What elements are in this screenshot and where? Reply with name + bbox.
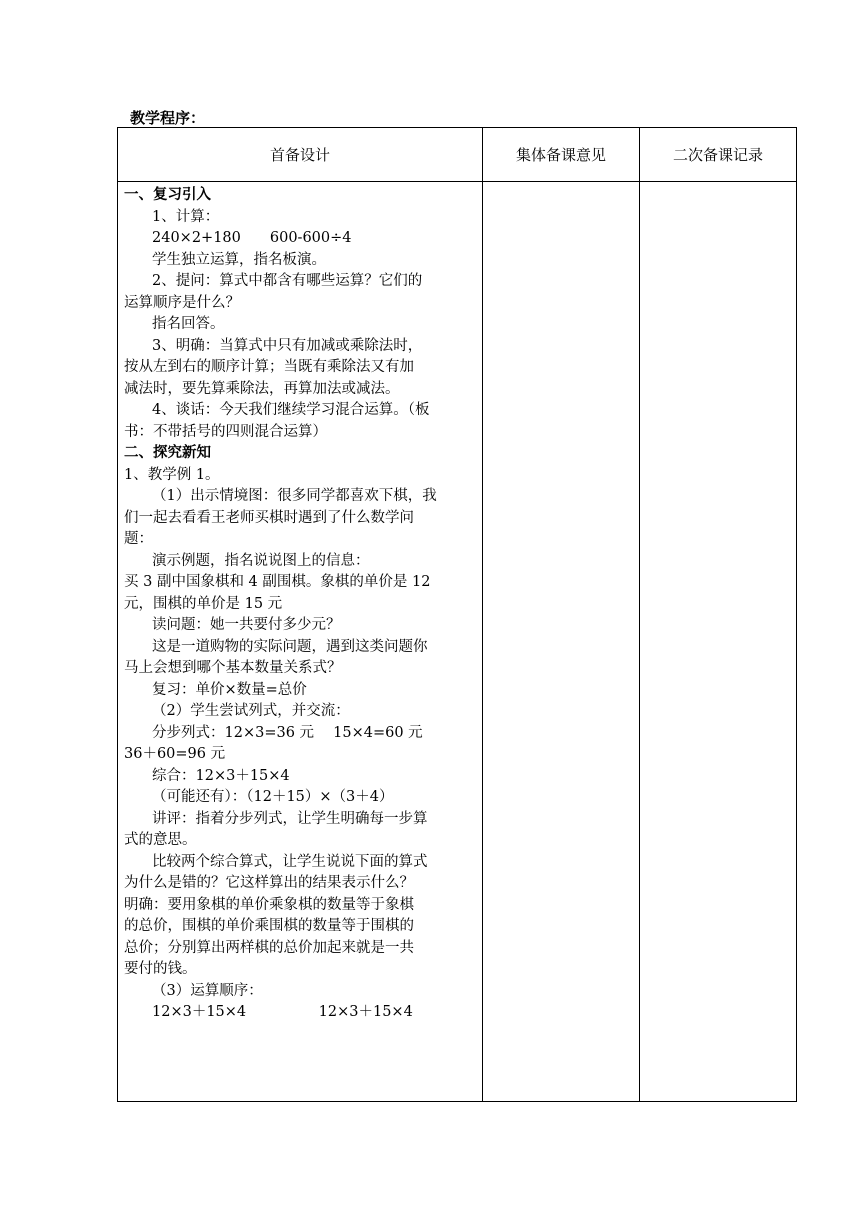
content-line: 买 3 副中国象棋和 4 副围棋。象棋的单价是 12	[124, 574, 431, 590]
content-line: 比较两个综合算式，让学生说说下面的算式	[152, 853, 428, 870]
content-line: 这是一道购物的实际问题，遇到这类问题你	[152, 638, 428, 655]
content-line: 指名回答。	[152, 316, 225, 332]
content-line: 1、教学例 1。	[124, 466, 220, 483]
content-line: 2、提问：算式中都含有哪些运算？它们的	[152, 273, 423, 289]
content-line: （可能还有）：（12＋15）×（3＋4）	[152, 789, 394, 805]
content-line: 们一起去看看王老师买棋时遇到了什么数学问	[124, 509, 414, 526]
content-line: 复习：单价×数量=总价	[152, 681, 307, 698]
content-line: 为什么是错的？它这样算出的结果表示什么？	[124, 875, 414, 891]
lesson-plan-table	[117, 127, 797, 1102]
section-heading: 教学程序：	[130, 109, 206, 127]
table-body-row	[118, 182, 797, 1102]
content-line: 学生独立运算，指名板演。	[152, 251, 326, 268]
content-line: 讲评：指着分步列式，让学生明确每一步算	[152, 810, 428, 827]
section-title: 二、探究新知	[124, 445, 211, 461]
content-line: 分步列式：12×3=36 元 15×4=60 元	[152, 724, 423, 741]
content-line: 12×3＋15×4 12×3＋15×4	[152, 1004, 413, 1020]
content-line: 式的意思。	[124, 832, 197, 848]
content-line: 运算顺序是什么？	[124, 294, 240, 311]
content-line: 马上会想到哪个基本数量关系式？	[124, 660, 342, 676]
content-line: 要付的钱。	[124, 961, 197, 977]
content-line: （1）出示情境图：很多同学都喜欢下棋，我	[152, 488, 437, 504]
section-title: 一、复习引入	[124, 187, 211, 203]
content-line: 总价；分别算出两样棋的总价加起来就是一共	[124, 939, 414, 956]
content-line: 减法时，要先算乘除法，再算加法或减法。	[124, 380, 400, 397]
content-line: 36＋60=96 元	[124, 746, 226, 762]
content-line: 读问题：她一共要付多少元？	[152, 617, 341, 633]
content-line: （2）学生尝试列式，并交流：	[152, 703, 350, 719]
table-header-row	[118, 128, 797, 182]
content-line: 4、谈话：今天我们继续学习混合运算。（板	[152, 402, 430, 418]
content-line: 书：不带括号的四则混合运算）	[124, 423, 327, 440]
first-design-cell	[118, 182, 483, 1102]
content-line: （3）运算顺序：	[152, 982, 263, 999]
header-first-design: 首备设计	[118, 128, 483, 182]
group-opinion-cell	[483, 182, 640, 1102]
content-line: 明确：要用象棋的单价乘象棋的数量等于象棋	[124, 896, 414, 913]
second-record-cell	[640, 182, 797, 1102]
content-line: 综合：12×3＋15×4	[152, 767, 290, 784]
content-line: 240×2+180 600-600÷4	[152, 230, 352, 246]
first-design-content	[118, 182, 482, 1024]
content-line: 元，围棋的单价是 15 元	[124, 595, 283, 612]
content-line: 1、计算：	[152, 208, 220, 225]
content-line: 演示例题，指名说说图上的信息：	[152, 552, 370, 569]
content-line: 3、明确：当算式中只有加减或乘除法时，	[152, 337, 423, 354]
header-group-opinion: 集体备课意见	[483, 128, 640, 182]
header-second-record: 二次备课记录	[640, 128, 797, 182]
content-line: 题：	[124, 531, 153, 547]
content-line: 按从左到右的顺序计算；当既有乘除法又有加	[124, 359, 414, 375]
content-line: 的总价，围棋的单价乘围棋的数量等于围棋的	[124, 918, 414, 934]
